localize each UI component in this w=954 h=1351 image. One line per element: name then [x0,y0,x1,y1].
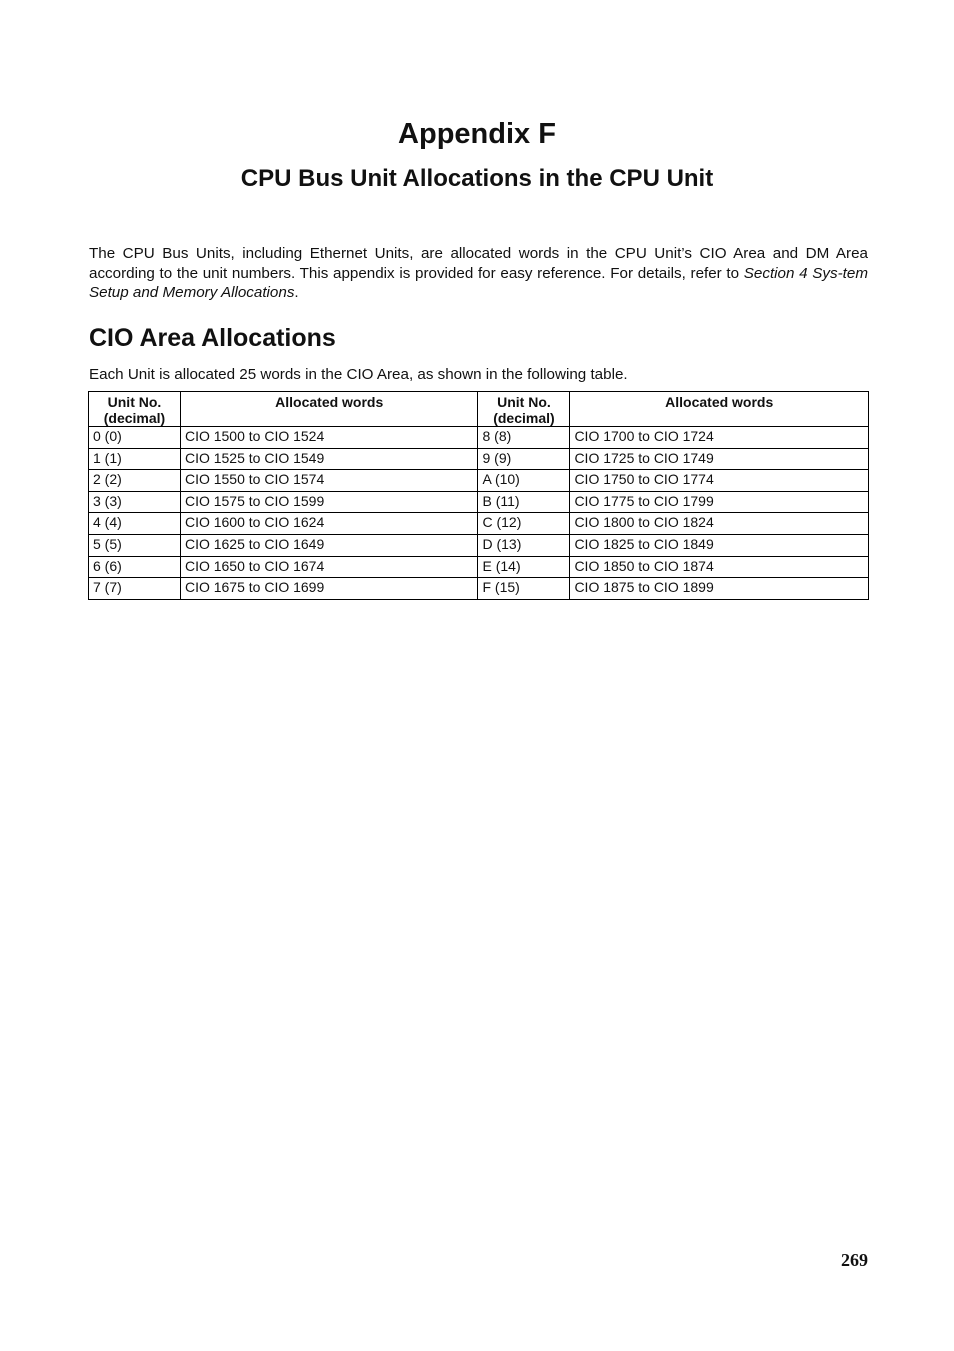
page-title: Appendix F [398,118,556,150]
unit-no-cell: 2 (2) [89,470,181,492]
allocated-words-cell: CIO 1700 to CIO 1724 [570,427,869,449]
header-unit-no-line2: (decimal) [103,410,166,426]
allocated-words-cell: CIO 1675 to CIO 1699 [180,578,478,600]
allocated-words-cell: CIO 1550 to CIO 1574 [180,470,478,492]
allocated-words-cell: CIO 1875 to CIO 1899 [570,578,869,600]
unit-no-cell: B (11) [478,491,570,513]
table-row [89,448,869,470]
allocated-words-cell: CIO 1825 to CIO 1849 [570,534,869,556]
unit-no-cell: 8 (8) [478,427,570,449]
allocated-words-cell: CIO 1775 to CIO 1799 [570,491,869,513]
unit-no-cell: F (15) [478,578,570,600]
unit-no-cell: 6 (6) [89,556,181,578]
unit-no-cell: 4 (4) [89,513,181,535]
unit-no-cell: 9 (9) [478,448,570,470]
intro-end: . [294,284,299,301]
unit-no-cell: 1 (1) [89,448,181,470]
unit-no-cell: 7 (7) [89,578,181,600]
section-heading: CIO Area Allocations [89,324,336,352]
allocated-words-cell: CIO 1750 to CIO 1774 [570,470,869,492]
cio-allocation-table [88,391,869,600]
unit-no-cell: C (12) [478,513,570,535]
intro-text: The CPU Bus Units, including Ethernet Units, are allocated words in the CPU Unit’s CIO Area and DM Area according to the unit numbers. This appendix is provided for easy reference. For details, refer to [89,245,868,282]
table-header-row [89,392,869,427]
unit-no-cell: A (10) [478,470,570,492]
allocated-words-cell: CIO 1625 to CIO 1649 [180,534,478,556]
unit-no-cell: E (14) [478,556,570,578]
allocated-words-cell: CIO 1600 to CIO 1624 [180,513,478,535]
page-number: 269 [841,1250,868,1270]
header-allocated-words: Allocated words [180,392,478,427]
allocated-words-cell: CIO 1725 to CIO 1749 [570,448,869,470]
section-reference: Section 4 Sys-tem Setup and Memory Allocations [89,264,868,301]
table-row [89,578,869,600]
table-row [89,556,869,578]
table-row [89,534,869,556]
table-row [89,491,869,513]
header-unit-no [89,392,181,427]
unit-no-cell: 0 (0) [89,427,181,449]
allocated-words-cell: CIO 1800 to CIO 1824 [570,513,869,535]
allocated-words-cell: CIO 1575 to CIO 1599 [180,491,478,513]
header-unit-no-line2: (decimal) [493,410,555,426]
unit-no-cell: D (13) [478,534,570,556]
table-row [89,427,869,449]
allocated-words-cell: CIO 1850 to CIO 1874 [570,556,869,578]
header-unit-no [478,392,570,427]
allocated-words-cell: CIO 1525 to CIO 1549 [180,448,478,470]
header-allocated-words: Allocated words [570,392,869,427]
header-unit-no-line1: Unit No. [497,394,551,410]
table-row [89,470,869,492]
allocated-words-cell: CIO 1500 to CIO 1524 [180,427,478,449]
allocated-words-cell: CIO 1650 to CIO 1674 [180,556,478,578]
section-text: Each Unit is allocated 25 words in the CIO Area, as shown in the following table. [89,366,628,383]
page-subtitle: CPU Bus Unit Allocations in the CPU Unit [240,165,714,192]
unit-no-cell: 5 (5) [89,534,181,556]
unit-no-cell: 3 (3) [89,491,181,513]
header-unit-no-line1: Unit No. [107,394,162,410]
intro-paragraph [89,244,868,303]
table-row [89,513,869,535]
